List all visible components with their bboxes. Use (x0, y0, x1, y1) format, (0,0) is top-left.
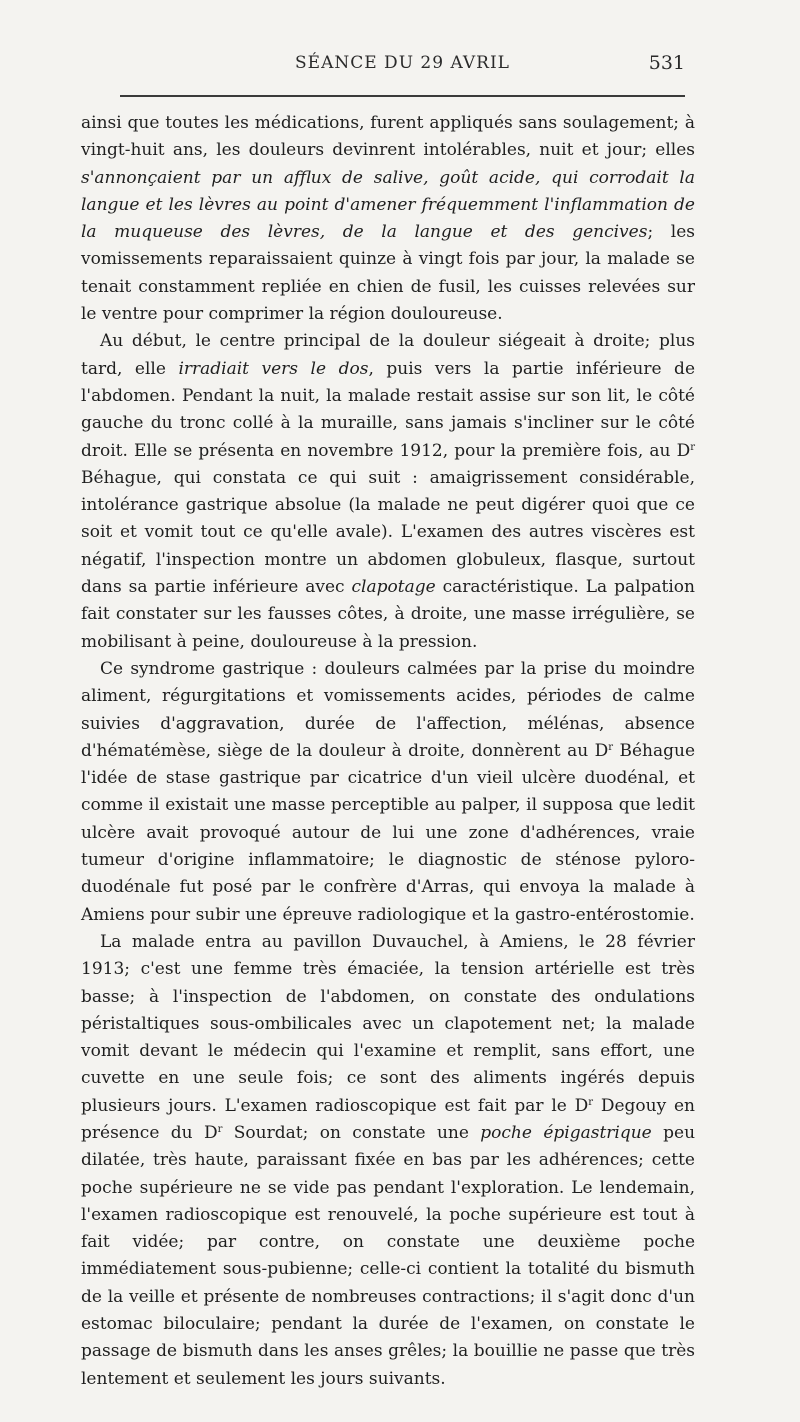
superscript: r (690, 441, 695, 453)
text-run: La malade entra au pavillon Duvauchel, à Amiens, le 28 février 1913; c'est une femme très émaciée, la tension artérielle est très basse; à l'inspection de l'abdomen, on constate des ondulations péristaltiques sous-ombilicales avec un clapotement net; la malade vomit devant le médecin qui l'examine et remplit, sans effort, une cuvette en une seule fois; ce sont des aliments ingérés depuis plusieurs jours. L'examen radioscopique est fait par le D (81, 931, 695, 1116)
text-run: , puis vers la partie inférieure de l'abdomen. Pendant la nuit, la malade restait assise sur son lit, le côté gauche du tronc collé à la muraille, sans jamais s'incliner sur le côté droit. Elle se présenta en novembre 1912, pour la première fois, au D (81, 358, 695, 461)
running-title: SÉANCE DU 29 AVRIL (295, 53, 510, 73)
body-text (81, 110, 695, 1393)
italic-text: poche épigastrique (480, 1122, 652, 1143)
italic-text: s'annonçaient par un afflux de salive, goût acide, qui corrodait la langue et les lèvres au point d'amener fréquemment l'inflammation de la muqueuse des lèvres, de la langue et des gencives (81, 167, 695, 243)
page-number: 531 (648, 52, 685, 74)
text-run: Béhague l'idée de stase gastrique par cicatrice d'un vieil ulcère duodénal, et comme il existait une masse perceptible au palper, il supposa que ledit ulcère avait provoqué autour de lui une zone d'adhérences, vraie tumeur d'origine inflammatoire; le diagnostic de sténose pyloro-duodénale fut posé par le confrère d'Arras, qui envoya la malade à Amiens pour subir une épreuve radiologique et la gastro-entérostomie. (81, 740, 696, 925)
text-run: Sourdat; on constate une (222, 1122, 481, 1143)
running-header (120, 50, 685, 80)
paragraph-2 (81, 328, 695, 656)
text-run: Béhague, qui constata ce qui suit : amaigrissement considérable, intolérance gastrique absolue (la malade ne peut digérer quoi que ce soit et vomit tout ce qu'elle avale). L'examen des autres viscères est négatif, l'inspection montre un abdomen globuleux, flasque, surtout dans sa partie inférieure avec (81, 467, 695, 598)
paragraph-4 (81, 929, 695, 1393)
italic-text: irradiait vers le dos (178, 358, 369, 379)
text-run: Ce syndrome gastrique : douleurs calmées par la prise du moindre aliment, régurgitations et vomissements acides, périodes de calme suivies d'aggravation, durée de l'affection, mélénas, absence d'hématémèse, siège de la douleur à droite, donnèrent au D (81, 658, 695, 761)
text-run: ; les vomissements reparaissaient quinze à vingt fois par jour, la malade se tenait constamment repliée en chien de fusil, les cuisses relevées sur le ventre pour comprimer la région douloureuse. (81, 222, 695, 325)
text-run: Degouy en présence du D (81, 1095, 695, 1143)
superscript: r (588, 1096, 594, 1108)
text-run: caractéristique. La palpation fait constater sur les fausses côtes, à droite, une masse irrégulière, se mobilisant à peine, douloureuse à la pression. (81, 577, 695, 652)
text-run: peu dilatée, très haute, paraissant fixée en bas par les adhérences; cette poche supérieure ne se vide pas pendant l'exploration. Le lendemain, l'examen radioscopique est renouvelé, la poche supérieure est tout à fait vidée; par contre, on constate une deuxième poche immédiatement sous-pubienne; celle-ci contient la totalité du bismuth de la veille et présente de nombreuses contractions; il s'agit donc d'un estomac biloculaire; pendant la durée de l'examen, on constate le passage de bismuth dans les anses grêles; la bouillie ne passe que très lentement et seulement les jours suivants. (81, 1122, 696, 1389)
paragraph-1 (81, 110, 695, 328)
superscript: r (217, 1123, 223, 1135)
header-rule (120, 95, 685, 97)
italic-text: clapotage (351, 577, 436, 598)
paragraph-3 (81, 656, 695, 929)
superscript: r (608, 741, 614, 753)
text-run: Au début, le centre principal de la douleur siégeait à droite; plus tard, elle (81, 331, 695, 379)
text-run: ainsi que toutes les médications, furent appliqués sans soulagement; à vingt-huit ans, les douleurs devinrent intolérables, nuit et jour; elles (81, 113, 695, 161)
